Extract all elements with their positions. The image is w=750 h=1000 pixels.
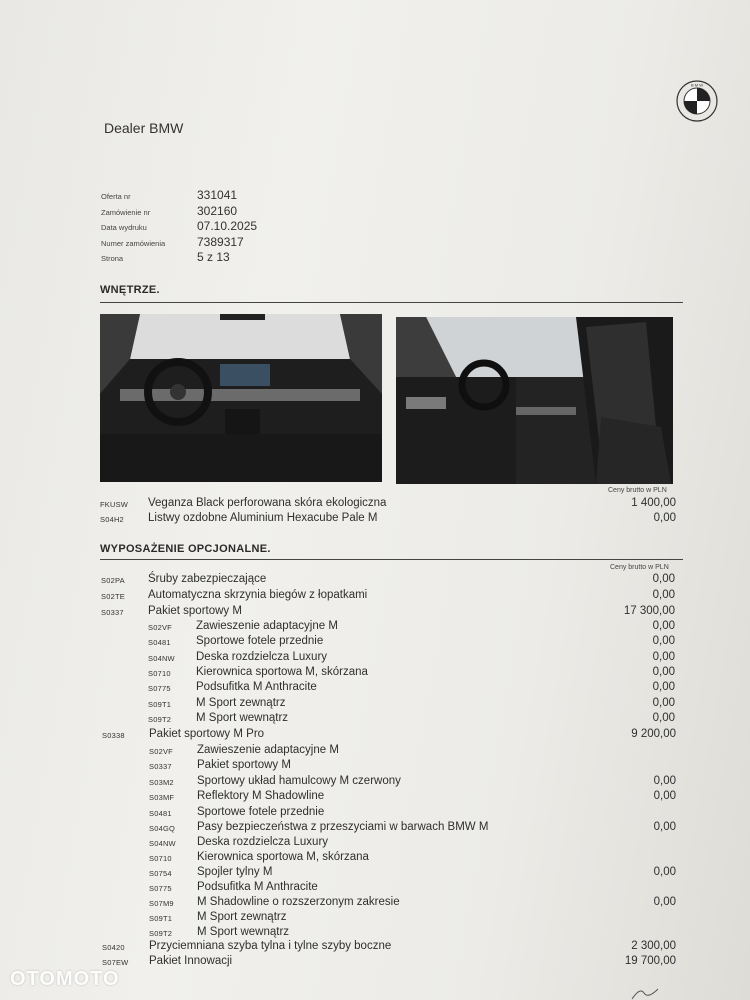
item-code: S0337 (101, 608, 124, 617)
svg-text:B M W: B M W (691, 82, 703, 88)
bmw-logo-icon (676, 80, 718, 122)
item-price: 0,00 (653, 866, 676, 878)
item-description: Pakiet sportowy M (197, 759, 291, 771)
item-description: Deska rozdzielcza Luxury (197, 836, 329, 848)
item-description: Podsufitka M Anthracite (197, 881, 318, 893)
option-subitem (102, 836, 676, 851)
item-price: 0,00 (653, 512, 676, 524)
item-description: Kierownica sportowa M, skórzana (197, 851, 369, 863)
item-description: Sportowe fotele przednie (197, 806, 325, 818)
item-description: Przyciemniana szyba tylna i tylne szyby boczne (149, 940, 392, 952)
option-subitem (102, 759, 676, 774)
dealer-name: Dealer BMW (104, 120, 184, 136)
item-code: S07EW (102, 958, 129, 967)
item-description: Pakiet sportowy M (148, 605, 242, 617)
item-price: 2 300,00 (631, 940, 676, 952)
item-price: 19 700,00 (624, 955, 676, 967)
item-code: S04NW (149, 839, 176, 848)
item-price: 17 300,00 (623, 605, 675, 617)
interior-item (100, 512, 676, 527)
option-item (101, 605, 675, 620)
option-subitem (102, 806, 676, 821)
item-description: M Sport wewnątrz (197, 926, 290, 938)
item-price: 0,00 (653, 896, 676, 908)
item-price: 0,00 (652, 651, 675, 663)
item-description: Listwy ozdobne Aluminium Hexacube Pale M (148, 512, 378, 524)
option-subitem (102, 896, 676, 911)
interior-section-title: WNĘTRZE. (100, 284, 160, 296)
item-code: S04NW (148, 654, 175, 663)
item-price: 0,00 (653, 821, 676, 833)
item-description: Podsufitka M Anthracite (196, 681, 317, 693)
item-price: 0,00 (652, 681, 675, 693)
item-price: 0,00 (652, 589, 675, 601)
item-price: 0,00 (652, 666, 675, 678)
item-code: S09T2 (149, 929, 173, 938)
option-subitem (102, 775, 676, 790)
item-description: Zawieszenie adaptacyjne M (196, 620, 338, 632)
item-code: S0337 (149, 762, 172, 771)
item-description: Reflektory M Shadowline (197, 790, 325, 802)
meta-value: 7389317 (197, 234, 244, 249)
item-description: Spojler tylny M (197, 866, 273, 878)
meta-value: 302160 (197, 203, 238, 218)
item-description: Pasy bezpieczeństwa z przeszyciami w barwach BMW M (197, 821, 489, 833)
meta-value: 07.10.2025 (197, 219, 258, 233)
interior-photo-dashboard (100, 314, 382, 482)
item-description: Pakiet Innowacji (149, 955, 233, 967)
item-description: Pakiet sportowy M Pro (149, 728, 265, 740)
item-price: 0,00 (653, 790, 676, 802)
option-subitem (101, 666, 675, 681)
option-item (102, 940, 676, 955)
option-item (102, 728, 676, 743)
item-code: S09T1 (148, 700, 172, 709)
item-description: Śruby zabezpieczające (148, 573, 267, 585)
option-subitem (101, 651, 675, 666)
item-code: S03M2 (149, 778, 174, 787)
item-description: M Sport zewnątrz (196, 697, 286, 709)
item-code: S0420 (102, 943, 125, 952)
interior-item (100, 497, 676, 512)
item-code: S07M9 (149, 899, 174, 908)
item-code: S0481 (148, 638, 171, 647)
item-description: Veganza Black perforowana skóra ekologiczna (148, 497, 387, 509)
item-description: M Sport wewnątrz (196, 712, 289, 724)
item-code: S0481 (149, 809, 172, 818)
item-code: S0710 (148, 669, 171, 678)
option-item (102, 955, 676, 970)
options-section-title: WYPOSAŻENIE OPCJONALNE. (100, 543, 271, 555)
item-code: S0775 (148, 684, 171, 693)
item-description: Sportowy układ hamulcowy M czerwony (197, 775, 401, 787)
option-subitem (102, 744, 676, 759)
item-description: M Sport zewnątrz (197, 911, 287, 923)
option-subitem (102, 866, 676, 881)
item-code: S02VF (149, 747, 173, 756)
option-subitem (101, 620, 675, 635)
item-price: 0,00 (652, 620, 675, 632)
item-description: Sportowe fotele przednie (196, 635, 324, 647)
item-description: Kierownica sportowa M, skórzana (196, 666, 368, 678)
item-code: S02PA (101, 576, 125, 585)
interior-divider (100, 302, 683, 303)
item-description: Deska rozdzielcza Luxury (196, 651, 328, 663)
option-subitem (102, 790, 676, 805)
item-price: 0,00 (653, 775, 676, 787)
option-subitem (101, 697, 675, 712)
item-code: S09T1 (149, 914, 173, 923)
item-price: 9 200,00 (631, 728, 676, 740)
option-item (101, 573, 675, 588)
interior-photo-seats (396, 317, 673, 484)
meta-label: Numer zamówienia (101, 238, 166, 248)
option-subitem (101, 681, 675, 696)
item-price: 0,00 (652, 712, 675, 724)
meta-value: 5 z 13 (197, 250, 230, 264)
item-description: Zawieszenie adaptacyjne M (197, 744, 339, 756)
meta-label: Strona (101, 254, 124, 263)
item-code: S0754 (149, 869, 172, 878)
item-code: S04GQ (149, 824, 176, 833)
option-subitem (102, 821, 676, 836)
signature-mark-icon (630, 985, 660, 1000)
item-code: S04H2 (100, 515, 124, 524)
item-description: Automatyczna skrzynia biegów z łopatkami (148, 589, 368, 601)
item-code: S0775 (149, 884, 172, 893)
option-subitem (102, 851, 676, 866)
otomoto-watermark: OTOMOTO (10, 968, 120, 990)
item-code: S0710 (149, 854, 172, 863)
meta-label: Data wydruku (101, 223, 147, 232)
item-code: FKUSW (100, 500, 129, 509)
option-subitem (102, 881, 676, 896)
option-item (101, 589, 675, 604)
item-description: M Shadowline o rozszerzonym zakresie (197, 896, 400, 908)
option-subitem (102, 911, 676, 926)
item-code: S09T2 (148, 715, 172, 724)
option-subitem (102, 926, 676, 941)
item-code: S03MF (149, 793, 175, 802)
item-code: S0338 (102, 731, 125, 740)
item-code: S02VF (148, 623, 172, 632)
interior-price-header: Ceny brutto w PLN (608, 487, 667, 494)
option-subitem (101, 712, 675, 727)
item-price: 0,00 (652, 697, 675, 709)
meta-label: Oferta nr (101, 192, 131, 201)
meta-value: 331041 (197, 188, 238, 202)
item-code: S02TE (101, 592, 125, 601)
options-divider (100, 559, 683, 560)
meta-label: Zamówienie nr (101, 207, 151, 217)
item-price: 0,00 (652, 635, 675, 647)
option-subitem (101, 635, 675, 650)
options-price-header: Ceny brutto w PLN (610, 564, 669, 571)
item-price: 0,00 (652, 573, 675, 585)
item-price: 1 400,00 (631, 497, 676, 509)
